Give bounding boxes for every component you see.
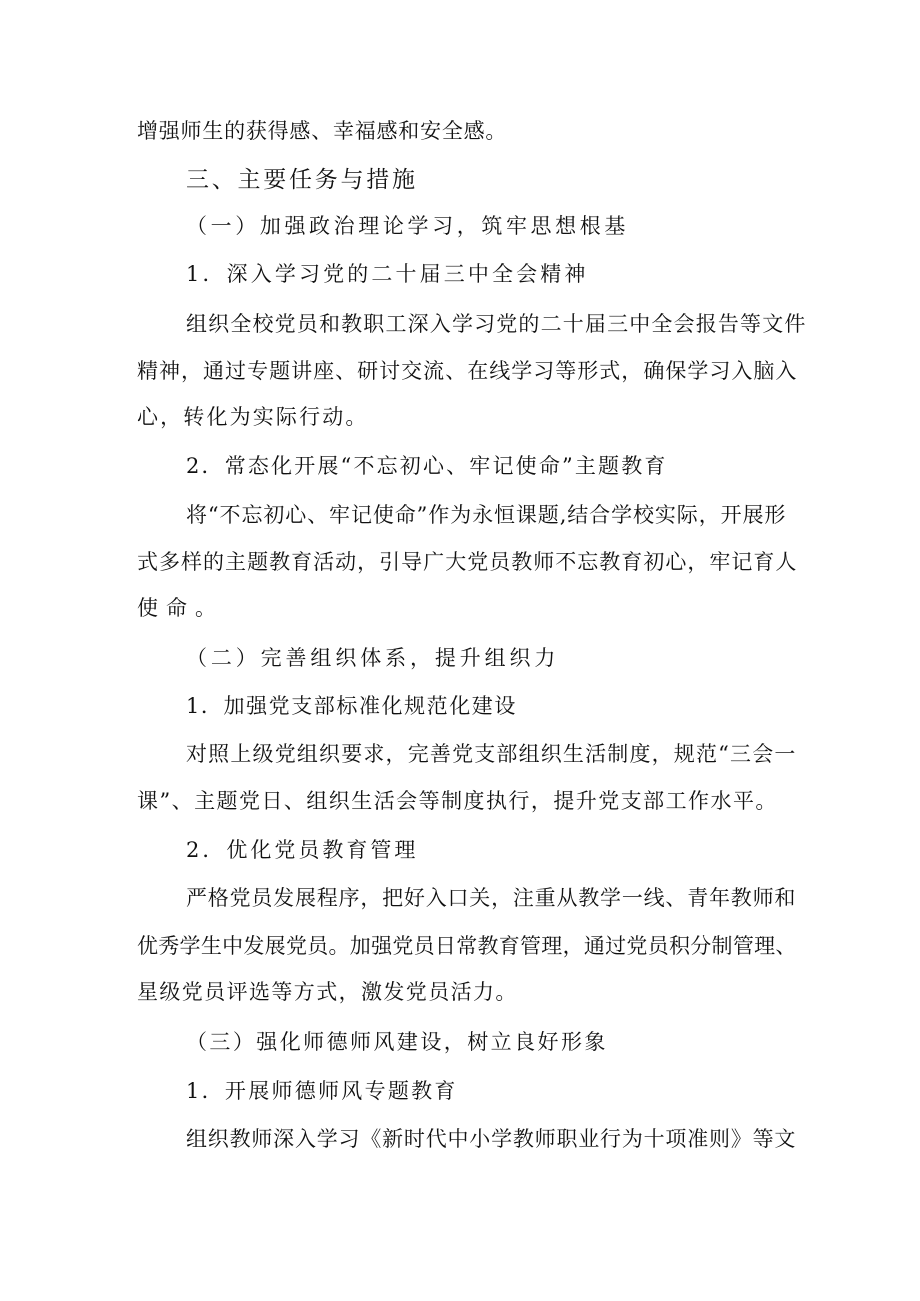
paragraph-line: 式多样的主题教育活动，引导广大党员教师不忘教育初心，牢记育人: [137, 550, 798, 574]
item-heading: 2．优化党员教育管理: [186, 838, 419, 862]
item-heading: 1．深入学习党的二十届三中全会精神: [186, 262, 589, 286]
paragraph-line: 严格党员发展程序，把好入口关，注重从教学一线、青年教师和: [186, 886, 797, 910]
paragraph-line: 对照上级党组织要求，完善党支部组织生活制度，规范“三会一: [186, 742, 797, 766]
paragraph-line: 星级党员评选等方式，激发党员活力。: [137, 980, 518, 1004]
item-heading: 1．开展师德师风专题教育: [186, 1079, 458, 1103]
paragraph-line: 课”、主题党日、组织生活会等制度执行，提升党支部工作水平。: [137, 789, 778, 813]
subsection-heading: （三）强化师德师风建设，树立良好形象: [186, 1030, 608, 1054]
paragraph-line: 增强师生的获得感、幸福感和安全感。: [137, 119, 508, 143]
paragraph-line: 使命。: [137, 596, 224, 620]
section-heading: 三、主要任务与措施: [186, 167, 418, 193]
paragraph-line: 心，转化为实际行动。: [137, 405, 369, 429]
subsection-heading: （一）加强政治理论学习，筑牢思想根基: [186, 214, 629, 238]
item-heading: 2．常态化开展“不忘初心、牢记使命”主题教育: [186, 454, 668, 478]
subsection-heading: （二）完善组织体系，提升组织力: [186, 646, 560, 670]
paragraph-line: 组织全校党员和教职工深入学习党的二十届三中全会报告等文件: [186, 312, 807, 336]
item-heading: 1．加强党支部标准化规范化建设: [186, 694, 517, 718]
paragraph-line: 优秀学生中发展党员。加强党员日常教育管理，通过党员积分制管理、: [137, 934, 797, 958]
paragraph-line: 组织教师深入学习《新时代中小学教师职业行为十项准则》等文: [186, 1127, 797, 1151]
paragraph-line: 将“不忘初心、牢记使命”作为永恒课题,结合学校实际，开展形: [186, 503, 787, 527]
paragraph-line: 精神，通过专题讲座、研讨交流、在线学习等形式，确保学习入脑入: [137, 359, 798, 383]
